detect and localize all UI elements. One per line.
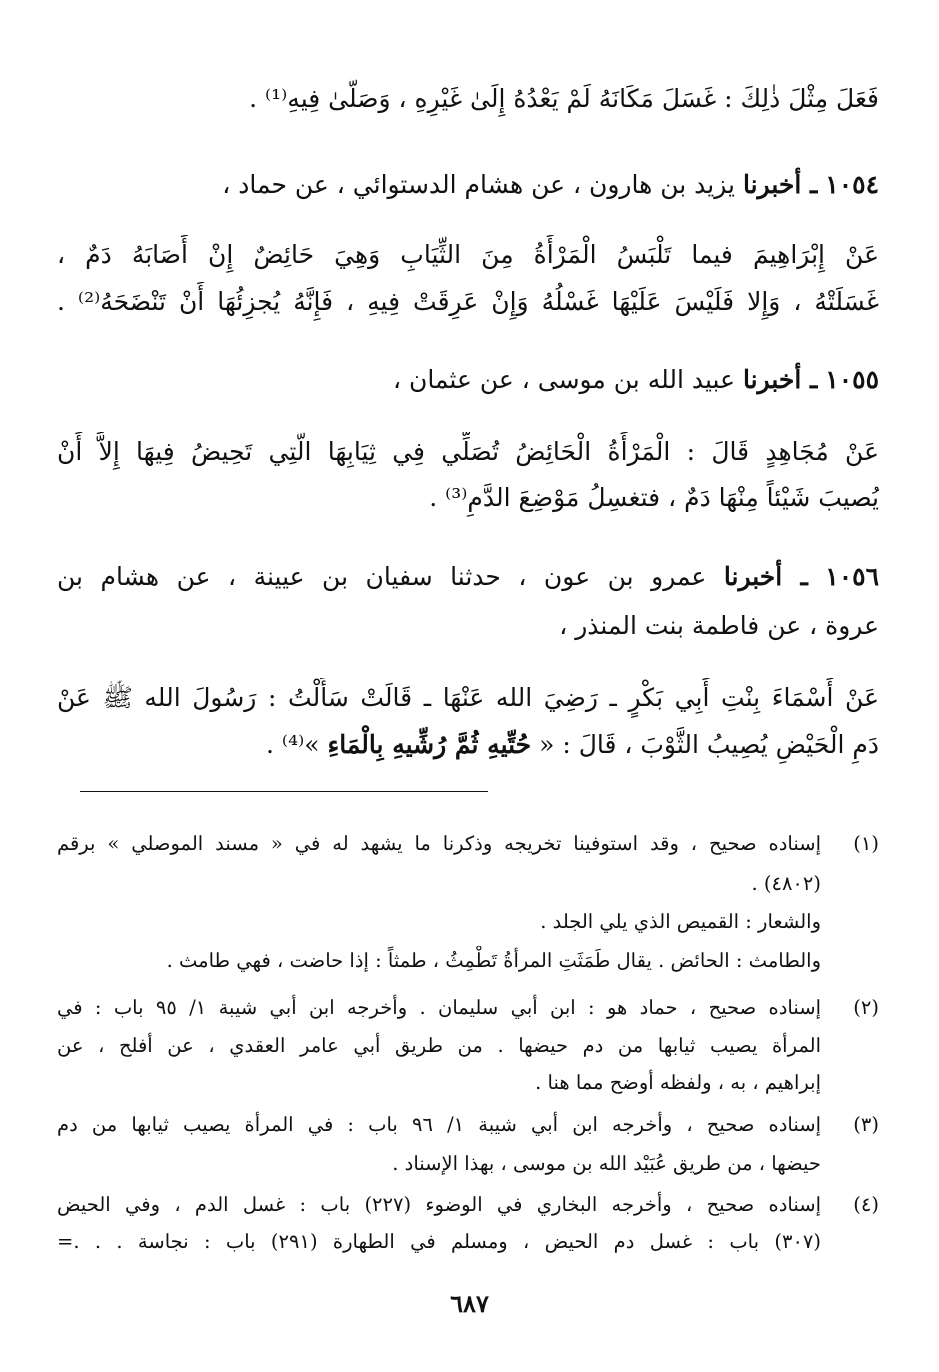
hadith-chain-text: يزيد بن هارون ، عن هشام الدستوائي ، عن حماد ،	[222, 170, 736, 199]
hadith-number: ١٠٥٤	[825, 170, 879, 199]
body-line-continuation: فَعَلَ مِثْلَ ذٰلِكَ : غَسَلَ مَكَانَهُ لَمْ يَعْدُهُ إِلَىٰ غَيْرِهِ ، وَصَلَّىٰ فِيهِ⁽¹⁾ .	[249, 84, 879, 113]
footnote-1-line-3: والشعار : القميص الذي يلي الجلد .	[540, 910, 821, 933]
prophetic-quote: حُتِّيهِ ثُمَّ رُشِّيهِ بِالْمَاءِ	[327, 730, 532, 759]
hadith-1055-text-line-1: عَنْ مُجَاهِدٍ قَالَ : الْمَرْأَةُ الْحَائِضُ تُصَلِّي فِي ثِيَابِهَا الَّتِي تَحِيضُ فِيهَا إِلاَّ أَنْ	[57, 437, 879, 466]
quote-end: »⁽⁴⁾ .	[266, 730, 320, 759]
hadith-1056-text-line-1: عَنْ أَسْمَاءَ بِنْتِ أَبِي بَكْرٍ ـ رَضِيَ الله عَنْهَا ـ قَالَتْ سَأَلْتُ : رَسُولَ الله ﷺ عَنْ	[57, 683, 879, 712]
hadith-1054-text-line-1: عَنْ إِبْرَاهِيمَ فيما تَلْبَسُ الْمَرْأَةُ مِنَ الثِّيَابِ وَهِيَ حَائِضٌ إِنْ أَصَابَهُ دَمٌ ،	[57, 240, 879, 269]
hadith-chain-text: عبيد الله بن موسى ، عن عثمان ،	[392, 365, 736, 394]
hadith-lead: ـ أخبرنا	[723, 562, 808, 591]
footnote-3-line-2: حيضها ، من طريق عُبَيْد الله بن موسى ، بهذا الإسناد .	[392, 1152, 821, 1175]
footnote-1-number: (١)	[853, 832, 879, 855]
footnote-1-line-2: (٤٨٠٢) .	[751, 872, 821, 895]
footnote-3-line-1: إسناده صحيح ، وأخرجه ابن أبي شيبة ١/ ٩٦ باب : في المرأة يصيب ثيابها من دم	[57, 1113, 821, 1136]
quote-intro: دَمِ الْحَيْضِ يُصِيبُ الثَّوْبَ ، قَالَ : «	[539, 730, 879, 759]
footnote-2-number: (٢)	[853, 996, 879, 1019]
hadith-number: ١٠٥٦	[825, 562, 879, 591]
hadith-1056-text-line-2	[57, 725, 879, 765]
footnote-2-line-3: إبراهيم ، به ، ولفظه أوضح مما هنا .	[535, 1071, 821, 1094]
hadith-number: ١٠٥٥	[825, 365, 879, 394]
hadith-chain-text: عمرو بن عون ، حدثنا سفيان بن عيينة ، عن هشام بن	[57, 562, 707, 591]
footnote-2-line-1: إسناده صحيح ، حماد هو : ابن أبي سليمان . وأخرجه ابن أبي شيبة ١/ ٩٥ باب : في	[57, 996, 821, 1019]
hadith-1055-chain	[57, 360, 879, 400]
hadith-1054-text-line-2: غَسَلَتْهُ ، وَإِلا فَلَيْسَ عَلَيْهَا غَسْلُهُ وَإِنْ عَرِقَتْ فِيهِ ، فَإِنَّهُ يُجزِئُهَا أَنْ تَنْضَحَهُ⁽²⁾ .	[57, 287, 879, 316]
page-number: ٦٨٧	[450, 1289, 489, 1318]
footnote-4-number: (٤)	[853, 1193, 879, 1216]
hadith-1055-text-line-2: يُصيبَ شَيْئاً مِنْهَا دَمٌ ، فتغسِلُ مَوْضِعَ الدَّمِ⁽³⁾ .	[429, 483, 879, 512]
footnote-1-line-4: والطامث : الحائض . يقال طَمَثَتِ المرأةُ تَطْمِثُ ، طمثاً : إذا حاضت ، فهي طامث .	[166, 949, 821, 972]
hadith-lead: ـ أخبرنا	[742, 365, 818, 394]
footnote-separator	[80, 791, 488, 792]
hadith-1056-chain-line-2: عروة ، عن فاطمة بنت المنذر ،	[559, 611, 879, 640]
footnote-4-line-1: إسناده صحيح ، وأخرجه البخاري في الوضوء (٢٢٧) باب : غسل الدم ، وفي الحيض	[57, 1193, 821, 1216]
footnote-3-number: (٣)	[853, 1113, 879, 1136]
hadith-1054-chain	[57, 165, 879, 205]
hadith-1056-chain	[57, 557, 879, 597]
footnote-2-line-2: المرأة يصيب ثيابها من دم حيضها . من طريق أبي عامر العقدي ، عن أفلح ، عن	[57, 1034, 821, 1057]
hadith-lead: ـ أخبرنا	[742, 170, 818, 199]
footnote-4-line-2: (٣٠٧) باب : غسل دم الحيض ، ومسلم في الطهارة (٢٩١) باب : نجاسة . . .=	[57, 1230, 821, 1253]
footnote-1-line-1: إسناده صحيح ، وقد استوفينا تخريجه وذكرنا ما يشهد له في « مسند الموصلي » برقم	[57, 832, 821, 855]
